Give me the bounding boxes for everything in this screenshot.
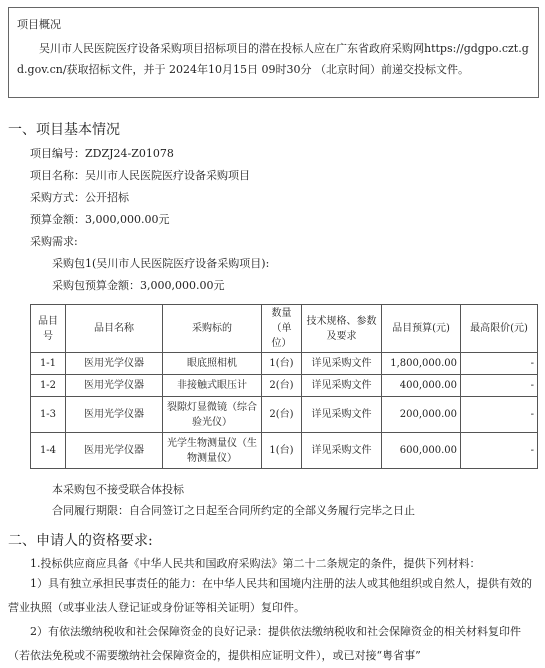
cell-no: 1-4 (31, 433, 66, 469)
cell-spec: 详见采购文件 (302, 433, 382, 469)
cell-qty: 1(台) (262, 353, 302, 375)
section1-heading: 一、项目基本情况 (8, 122, 120, 138)
package-title: 采购包1(吴川市人民医院医疗设备采购项目): (52, 257, 270, 270)
cell-target: 非接触式眼压计 (163, 375, 262, 397)
header-item-name: 品目名称 (66, 305, 163, 353)
header-target: 采购标的 (163, 305, 262, 353)
cell-no: 1-2 (31, 375, 66, 397)
cell-budget: 200,000.00 (382, 397, 461, 433)
cell-max: - (461, 433, 538, 469)
joint-bid-note: 本采购包不接受联合体投标 (52, 483, 184, 496)
cell-spec: 详见采购文件 (302, 353, 382, 375)
header-spec: 技术规格、参数及要求 (302, 305, 382, 353)
table-header-row (31, 305, 538, 353)
cell-target: 裂隙灯显微镜（综合验光仪） (163, 397, 262, 433)
cell-qty: 2(台) (262, 397, 302, 433)
cell-budget: 400,000.00 (382, 375, 461, 397)
project-name: 项目名称：吴川市人民医院医疗设备采购项目 (30, 169, 250, 182)
budget-amount: 预算金额：3,000,000.00元 (30, 213, 170, 226)
cell-qty: 2(台) (262, 375, 302, 397)
overview-text: 吴川市人民医院医疗设备采购项目招标项目的潜在投标人应在广东省政府采购网https://gdgpo.czt.gd.gov.cn/获取招标文件，并于 2024年10月15日 09时30分 （北京时间）前递交投标文件。 (17, 42, 529, 76)
cell-budget: 600,000.00 (382, 433, 461, 469)
cell-no: 1-1 (31, 353, 66, 375)
header-item-no: 品目号 (31, 305, 66, 353)
contract-period: 合同履行期限：自合同签订之日起至合同所约定的全部义务履行完毕之日止 (52, 504, 415, 517)
cell-qty: 1(台) (262, 433, 302, 469)
header-item-budget: 品目预算(元) (382, 305, 461, 353)
cell-spec: 详见采购文件 (302, 375, 382, 397)
table-row (31, 375, 538, 397)
table-row (31, 353, 538, 375)
header-max-price: 最高限价(元) (461, 305, 538, 353)
cell-name: 医用光学仪器 (66, 375, 163, 397)
cell-name: 医用光学仪器 (66, 397, 163, 433)
table-row (31, 397, 538, 433)
qualification-item-1-1: 1）具有独立承担民事责任的能力：在中华人民共和国境内注册的法人或其他组织或自然人，提供有效的营业执照（或事业法人登记证或身份证等相关证明）复印件。 (8, 577, 532, 614)
project-overview-box (8, 7, 539, 98)
cell-name: 医用光学仪器 (66, 433, 163, 469)
cell-max: - (461, 353, 538, 375)
procurement-method: 采购方式：公开招标 (30, 191, 129, 204)
package-budget: 采购包预算金额：3,000,000.00元 (52, 279, 225, 292)
cell-max: - (461, 375, 538, 397)
cell-max: - (461, 397, 538, 433)
qualification-item-1: 1.投标供应商应具备《中华人民共和国政府采购法》第二十二条规定的条件，提供下列材料： (30, 557, 481, 570)
overview-title: 项目概况 (17, 18, 61, 31)
cell-target: 光学生物测量仪（生物测量仪） (163, 433, 262, 469)
cell-name: 医用光学仪器 (66, 353, 163, 375)
procurement-demand: 采购需求: (30, 235, 78, 248)
cell-target: 眼底照相机 (163, 353, 262, 375)
cell-spec: 详见采购文件 (302, 397, 382, 433)
table-row (31, 433, 538, 469)
header-quantity: 数量（单位） (262, 305, 302, 353)
qualification-item-1-2: 2）有依法缴纳税收和社会保障资金的良好记录：提供依法缴纳税收和社会保障资金的相关材料复印件（若依法免税或不需要缴纳社会保障资金的，提供相应证明文件），或已对接“粤省事” (8, 625, 521, 662)
cell-budget: 1,800,000.00 (382, 353, 461, 375)
project-number: 项目编号：ZDZJ24-Z01078 (30, 147, 174, 160)
cell-no: 1-3 (31, 397, 66, 433)
section2-heading: 二、申请人的资格要求: (8, 533, 153, 549)
items-table (30, 304, 538, 469)
